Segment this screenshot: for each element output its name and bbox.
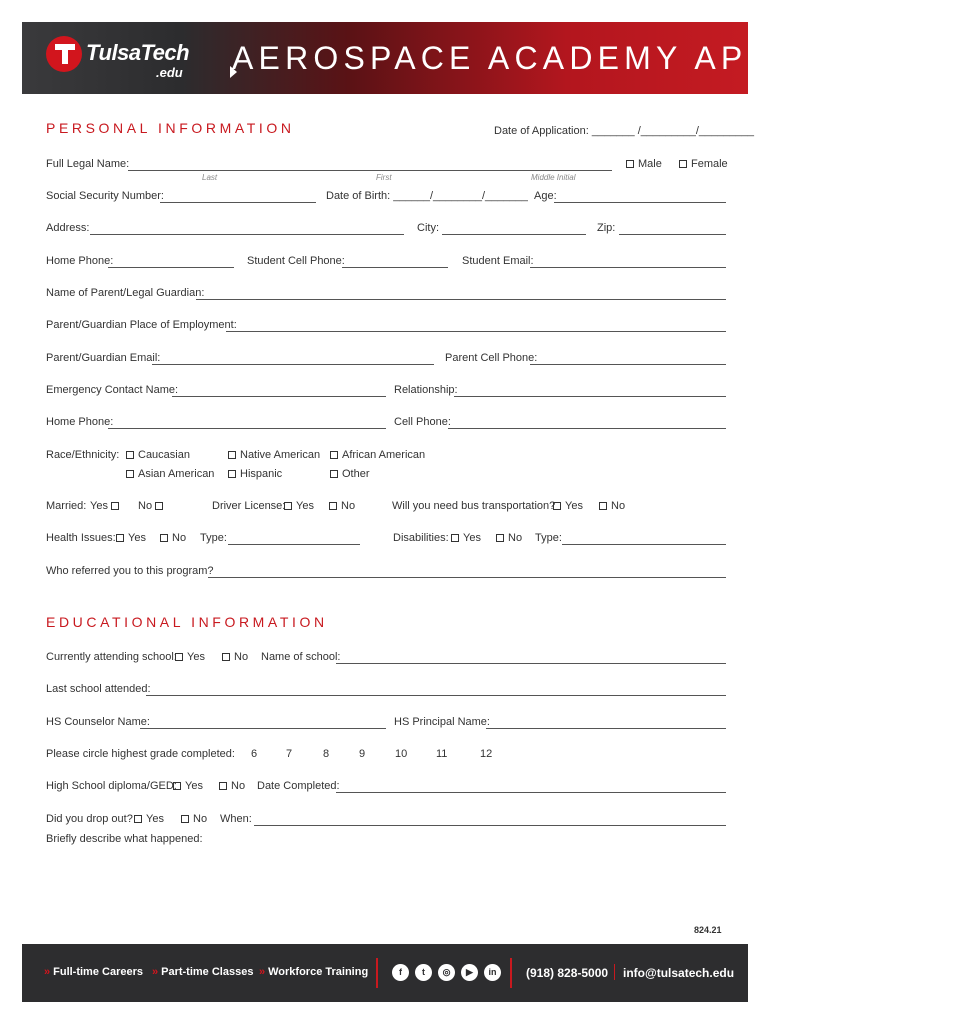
describe-row	[46, 832, 726, 850]
attending-yes-option[interactable]: Yes	[175, 650, 205, 664]
parent-employment-row	[46, 318, 726, 336]
grade-option[interactable]: 9	[359, 748, 366, 760]
disabilities-yes-option[interactable]: Yes	[451, 531, 481, 545]
full-legal-name-input[interactable]	[128, 170, 612, 171]
race-row	[46, 448, 726, 488]
checkbox-icon[interactable]	[134, 815, 142, 823]
page-number: 824.21	[694, 925, 722, 935]
married-no-option[interactable]: No	[138, 499, 167, 513]
city-input[interactable]	[442, 234, 586, 235]
driver-license-label: Driver License:	[212, 500, 286, 512]
grade-option[interactable]: 6	[251, 748, 258, 760]
race-option-hispanic[interactable]: Hispanic	[228, 467, 282, 481]
female-option[interactable]: Female	[679, 157, 728, 171]
footer-divider	[510, 958, 512, 988]
race-option-asian-american[interactable]: Asian American	[126, 467, 214, 481]
zip-label: Zip:	[597, 222, 616, 234]
linkedin-icon[interactable]: in	[484, 964, 501, 981]
dropout-yes-option[interactable]: Yes	[134, 812, 164, 826]
checkbox-icon[interactable]	[679, 160, 687, 168]
ssn-row	[46, 189, 726, 207]
married-yes-option[interactable]: Yes	[90, 499, 123, 513]
dropout-row	[46, 812, 726, 830]
phone-row	[46, 254, 726, 272]
health-type-label: Type:	[200, 532, 227, 544]
footer-bar	[22, 944, 748, 1002]
diploma-yes-option[interactable]: Yes	[173, 779, 203, 793]
personal-section-title: PERSONAL INFORMATION	[46, 120, 295, 136]
emergency-contact-row	[46, 383, 726, 401]
checkbox-icon[interactable]	[626, 160, 634, 168]
disabilities-type-label: Type:	[535, 532, 562, 544]
school-name-input[interactable]	[336, 663, 726, 664]
checkbox-icon[interactable]	[330, 470, 338, 478]
ssn-label: Social Security Number:	[46, 190, 164, 202]
describe-textarea[interactable]	[46, 852, 726, 912]
chevron-right-icon: »	[44, 966, 51, 978]
twitter-icon[interactable]: t	[415, 964, 432, 981]
checkbox-icon[interactable]	[222, 653, 230, 661]
contact-phone-row	[46, 415, 726, 433]
parent-name-input[interactable]	[196, 299, 726, 300]
checkbox-icon[interactable]	[553, 502, 561, 510]
address-label: Address:	[46, 222, 90, 234]
describe-label: Briefly describe what happened:	[46, 833, 203, 845]
bus-no-option[interactable]: No	[599, 499, 625, 513]
driver-license-yes-option[interactable]: Yes	[284, 499, 314, 513]
grade-option[interactable]: 7	[286, 748, 293, 760]
footer-link-workforce-training[interactable]: » Workforce Training	[259, 966, 369, 978]
checkbox-icon[interactable]	[228, 451, 236, 459]
health-type-input[interactable]	[228, 544, 360, 545]
parent-email-input[interactable]	[152, 364, 434, 365]
student-email-label: Student Email:	[462, 255, 534, 267]
race-label: Race/Ethnicity:	[46, 449, 120, 461]
principal-input[interactable]	[486, 728, 726, 729]
diploma-row	[46, 779, 726, 797]
last-name-sublabel: Last	[202, 173, 218, 182]
grade-option[interactable]: 8	[323, 748, 330, 760]
youtube-icon[interactable]: ▶	[461, 964, 478, 981]
education-section-title: EDUCATIONAL INFORMATION	[46, 614, 328, 630]
attending-row	[46, 650, 726, 668]
parent-email-row	[46, 351, 726, 369]
checkbox-icon[interactable]	[599, 502, 607, 510]
student-cell-input[interactable]	[342, 267, 448, 268]
checkbox-icon[interactable]	[173, 782, 181, 790]
tulsatech-t-icon	[46, 36, 82, 72]
bus-label: Will you need bus transportation?	[392, 500, 556, 512]
dob-field[interactable]: Date of Birth: ______/________/_______	[326, 190, 528, 202]
diploma-label: High School diploma/GED:	[46, 780, 177, 792]
last-school-input[interactable]	[146, 695, 726, 696]
home-phone-label: Home Phone:	[46, 255, 114, 267]
relationship-label: Relationship:	[394, 384, 458, 396]
diploma-no-option[interactable]: No	[219, 779, 245, 793]
cell-phone-label: Cell Phone:	[394, 416, 451, 428]
first-name-sublabel: First	[376, 173, 392, 182]
school-name-label: Name of school:	[261, 651, 341, 663]
checkbox-icon[interactable]	[329, 502, 337, 510]
principal-label: HS Principal Name:	[394, 716, 490, 728]
race-option-african-american[interactable]: African American	[330, 448, 425, 462]
logo-name: TulsaTech	[86, 40, 190, 65]
health-yes-option[interactable]: Yes	[116, 531, 146, 545]
home-phone-input[interactable]	[108, 267, 234, 268]
health-no-option[interactable]: No	[160, 531, 186, 545]
grade-prompt: Please circle highest grade completed:	[46, 748, 235, 760]
parent-employment-label: Parent/Guardian Place of Employment:	[46, 319, 237, 331]
checkbox-icon[interactable]	[111, 502, 119, 510]
zip-input[interactable]	[619, 234, 726, 235]
emergency-contact-input[interactable]	[172, 396, 386, 397]
checkbox-icon[interactable]	[219, 782, 227, 790]
footer-email[interactable]: info@tulsatech.edu	[623, 966, 735, 980]
city-label: City:	[417, 222, 439, 234]
age-input[interactable]	[554, 202, 726, 203]
referred-row	[46, 564, 726, 582]
header-banner	[22, 22, 961, 94]
student-email-input[interactable]	[530, 267, 726, 268]
date-of-application-row	[46, 124, 754, 142]
grade-option[interactable]: 11	[436, 748, 448, 760]
checkbox-icon[interactable]	[228, 470, 236, 478]
logo-edu: .edu	[156, 65, 183, 80]
facebook-icon[interactable]: f	[392, 964, 409, 981]
home-phone-2-label: Home Phone:	[46, 416, 114, 428]
cell-phone-input[interactable]	[448, 428, 726, 429]
emergency-contact-label: Emergency Contact Name:	[46, 384, 179, 396]
page-title: AEROSPACE ACADEMY APPLICATION	[232, 40, 961, 76]
instagram-icon[interactable]: ◎	[438, 964, 455, 981]
attending-label: Currently attending school:	[46, 651, 177, 663]
when-input[interactable]	[254, 825, 726, 826]
tulsatech-logo	[46, 36, 206, 82]
last-school-row	[46, 682, 726, 700]
checkbox-icon[interactable]	[160, 534, 168, 542]
driver-license-no-option[interactable]: No	[329, 499, 355, 513]
footer-separator	[614, 964, 615, 980]
race-option-native-american[interactable]: Native American	[228, 448, 320, 462]
grade-row	[46, 747, 726, 765]
disabilities-label: Disabilities:	[393, 532, 449, 544]
date-completed-input[interactable]	[336, 792, 726, 793]
footer-link-full-time-careers[interactable]: » Full-time Careers	[44, 966, 143, 978]
male-option[interactable]: Male	[626, 157, 662, 171]
footer-phone[interactable]: (918) 828-5000	[526, 966, 609, 980]
health-label: Health Issues:	[46, 532, 116, 544]
referred-input[interactable]	[208, 577, 726, 578]
checkbox-icon[interactable]	[330, 451, 338, 459]
race-option-caucasian[interactable]: Caucasian	[126, 448, 190, 462]
chevron-right-icon: »	[152, 966, 159, 978]
bus-yes-option[interactable]: Yes	[553, 499, 583, 513]
checkbox-icon[interactable]	[126, 451, 134, 459]
parent-employment-input[interactable]	[226, 331, 726, 332]
grade-option[interactable]: 12	[480, 748, 493, 760]
address-input[interactable]	[90, 234, 404, 235]
last-school-label: Last school attended:	[46, 683, 151, 695]
disabilities-type-input[interactable]	[562, 544, 726, 545]
age-label: Age:	[534, 190, 557, 202]
checkbox-icon[interactable]	[451, 534, 459, 542]
address-row	[46, 221, 726, 239]
checkbox-icon[interactable]	[175, 653, 183, 661]
full-legal-name-row	[46, 157, 728, 182]
counselor-input[interactable]	[140, 728, 386, 729]
date-of-application-field[interactable]: Date of Application: _______ /_________/_________	[494, 125, 754, 137]
checkbox-icon[interactable]	[496, 534, 504, 542]
referred-label: Who referred you to this program?	[46, 565, 214, 577]
parent-name-row	[46, 286, 726, 304]
footer-link-part-time-classes[interactable]: » Part-time Classes	[152, 966, 254, 978]
grade-option[interactable]: 10	[395, 748, 408, 760]
checkbox-icon[interactable]	[181, 815, 189, 823]
parent-cell-label: Parent Cell Phone:	[445, 352, 538, 364]
disabilities-no-option[interactable]: No	[496, 531, 522, 545]
married-row	[46, 499, 726, 517]
full-legal-name-label: Full Legal Name:	[46, 158, 130, 170]
counselor-row	[46, 715, 726, 733]
attending-no-option[interactable]: No	[222, 650, 248, 664]
checkbox-icon[interactable]	[155, 502, 163, 510]
home-phone-2-input[interactable]	[108, 428, 386, 429]
relationship-input[interactable]	[454, 396, 726, 397]
footer-divider	[376, 958, 378, 988]
when-label: When:	[220, 813, 252, 825]
parent-cell-input[interactable]	[530, 364, 726, 365]
date-completed-label: Date Completed:	[257, 780, 340, 792]
checkbox-icon[interactable]	[116, 534, 124, 542]
parent-email-label: Parent/Guardian Email:	[46, 352, 161, 364]
parent-name-label: Name of Parent/Legal Guardian:	[46, 287, 205, 299]
dropout-no-option[interactable]: No	[181, 812, 207, 826]
dropout-label: Did you drop out?	[46, 813, 133, 825]
married-label: Married:	[46, 500, 87, 512]
counselor-label: HS Counselor Name:	[46, 716, 150, 728]
chevron-right-icon: »	[259, 966, 266, 978]
checkbox-icon[interactable]	[284, 502, 292, 510]
health-row	[46, 531, 726, 549]
middle-initial-sublabel: Middle Initial	[531, 173, 576, 182]
student-cell-label: Student Cell Phone:	[247, 255, 345, 267]
checkbox-icon[interactable]	[126, 470, 134, 478]
race-option-other[interactable]: Other	[330, 467, 370, 481]
ssn-input[interactable]	[160, 202, 316, 203]
